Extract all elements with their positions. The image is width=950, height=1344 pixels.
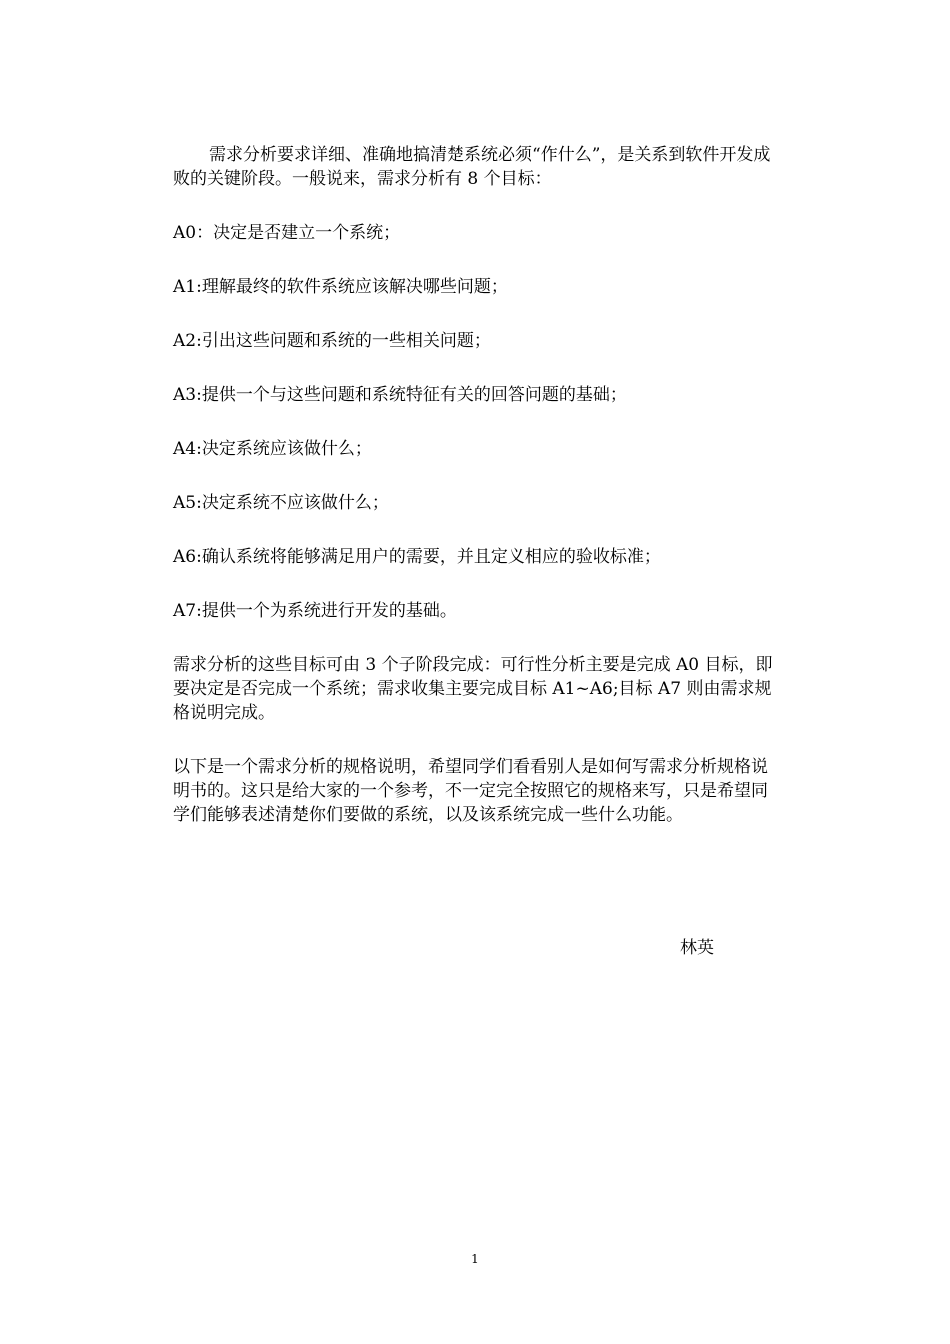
document-body bbox=[173, 143, 783, 857]
goal-a0: A0：决定是否建立一个系统； bbox=[173, 223, 401, 243]
goal-a4: A4:决定系统应该做什么； bbox=[173, 439, 372, 459]
intro-paragraph: 需求分析要求详细、准确地搞清楚系统必须“作什么”，是关系到软件开发成败的关键阶段。一般说来，需求分析有 8 个目标： bbox=[173, 145, 771, 189]
goal-a1: A1:理解最终的软件系统应该解决哪些问题； bbox=[173, 277, 508, 297]
note-paragraph: 以下是一个需求分析的规格说明，希望同学们看看别人是如何写需求分析规格说明书的。这只是给大家的一个参考，不一定完全按照它的规格来写，只是希望同学们能够表述清楚你们要做的系统，以及该系统完成一些什么功能。 bbox=[173, 757, 768, 825]
goal-a5: A5:决定系统不应该做什么； bbox=[173, 493, 389, 513]
goal-a2: A2:引出这些问题和系统的一些相关问题； bbox=[173, 331, 491, 351]
summary-paragraph: 需求分析的这些目标可由 3 个子阶段完成：可行性分析主要是完成 A0 目标，即要决定是否完成一个系统；需求收集主要完成目标 A1~A6;目标 A7 则由需求规格说明完成。 bbox=[173, 655, 773, 723]
goal-a3: A3:提供一个与这些问题和系统特征有关的回答问题的基础； bbox=[173, 385, 627, 405]
goal-a7: A7:提供一个为系统进行开发的基础。 bbox=[173, 601, 457, 621]
page-number: 1 bbox=[471, 1252, 479, 1266]
author-signature: 林英 bbox=[680, 938, 714, 958]
goal-a6: A6:确认系统将能够满足用户的需要，并且定义相应的验收标准； bbox=[173, 547, 661, 567]
